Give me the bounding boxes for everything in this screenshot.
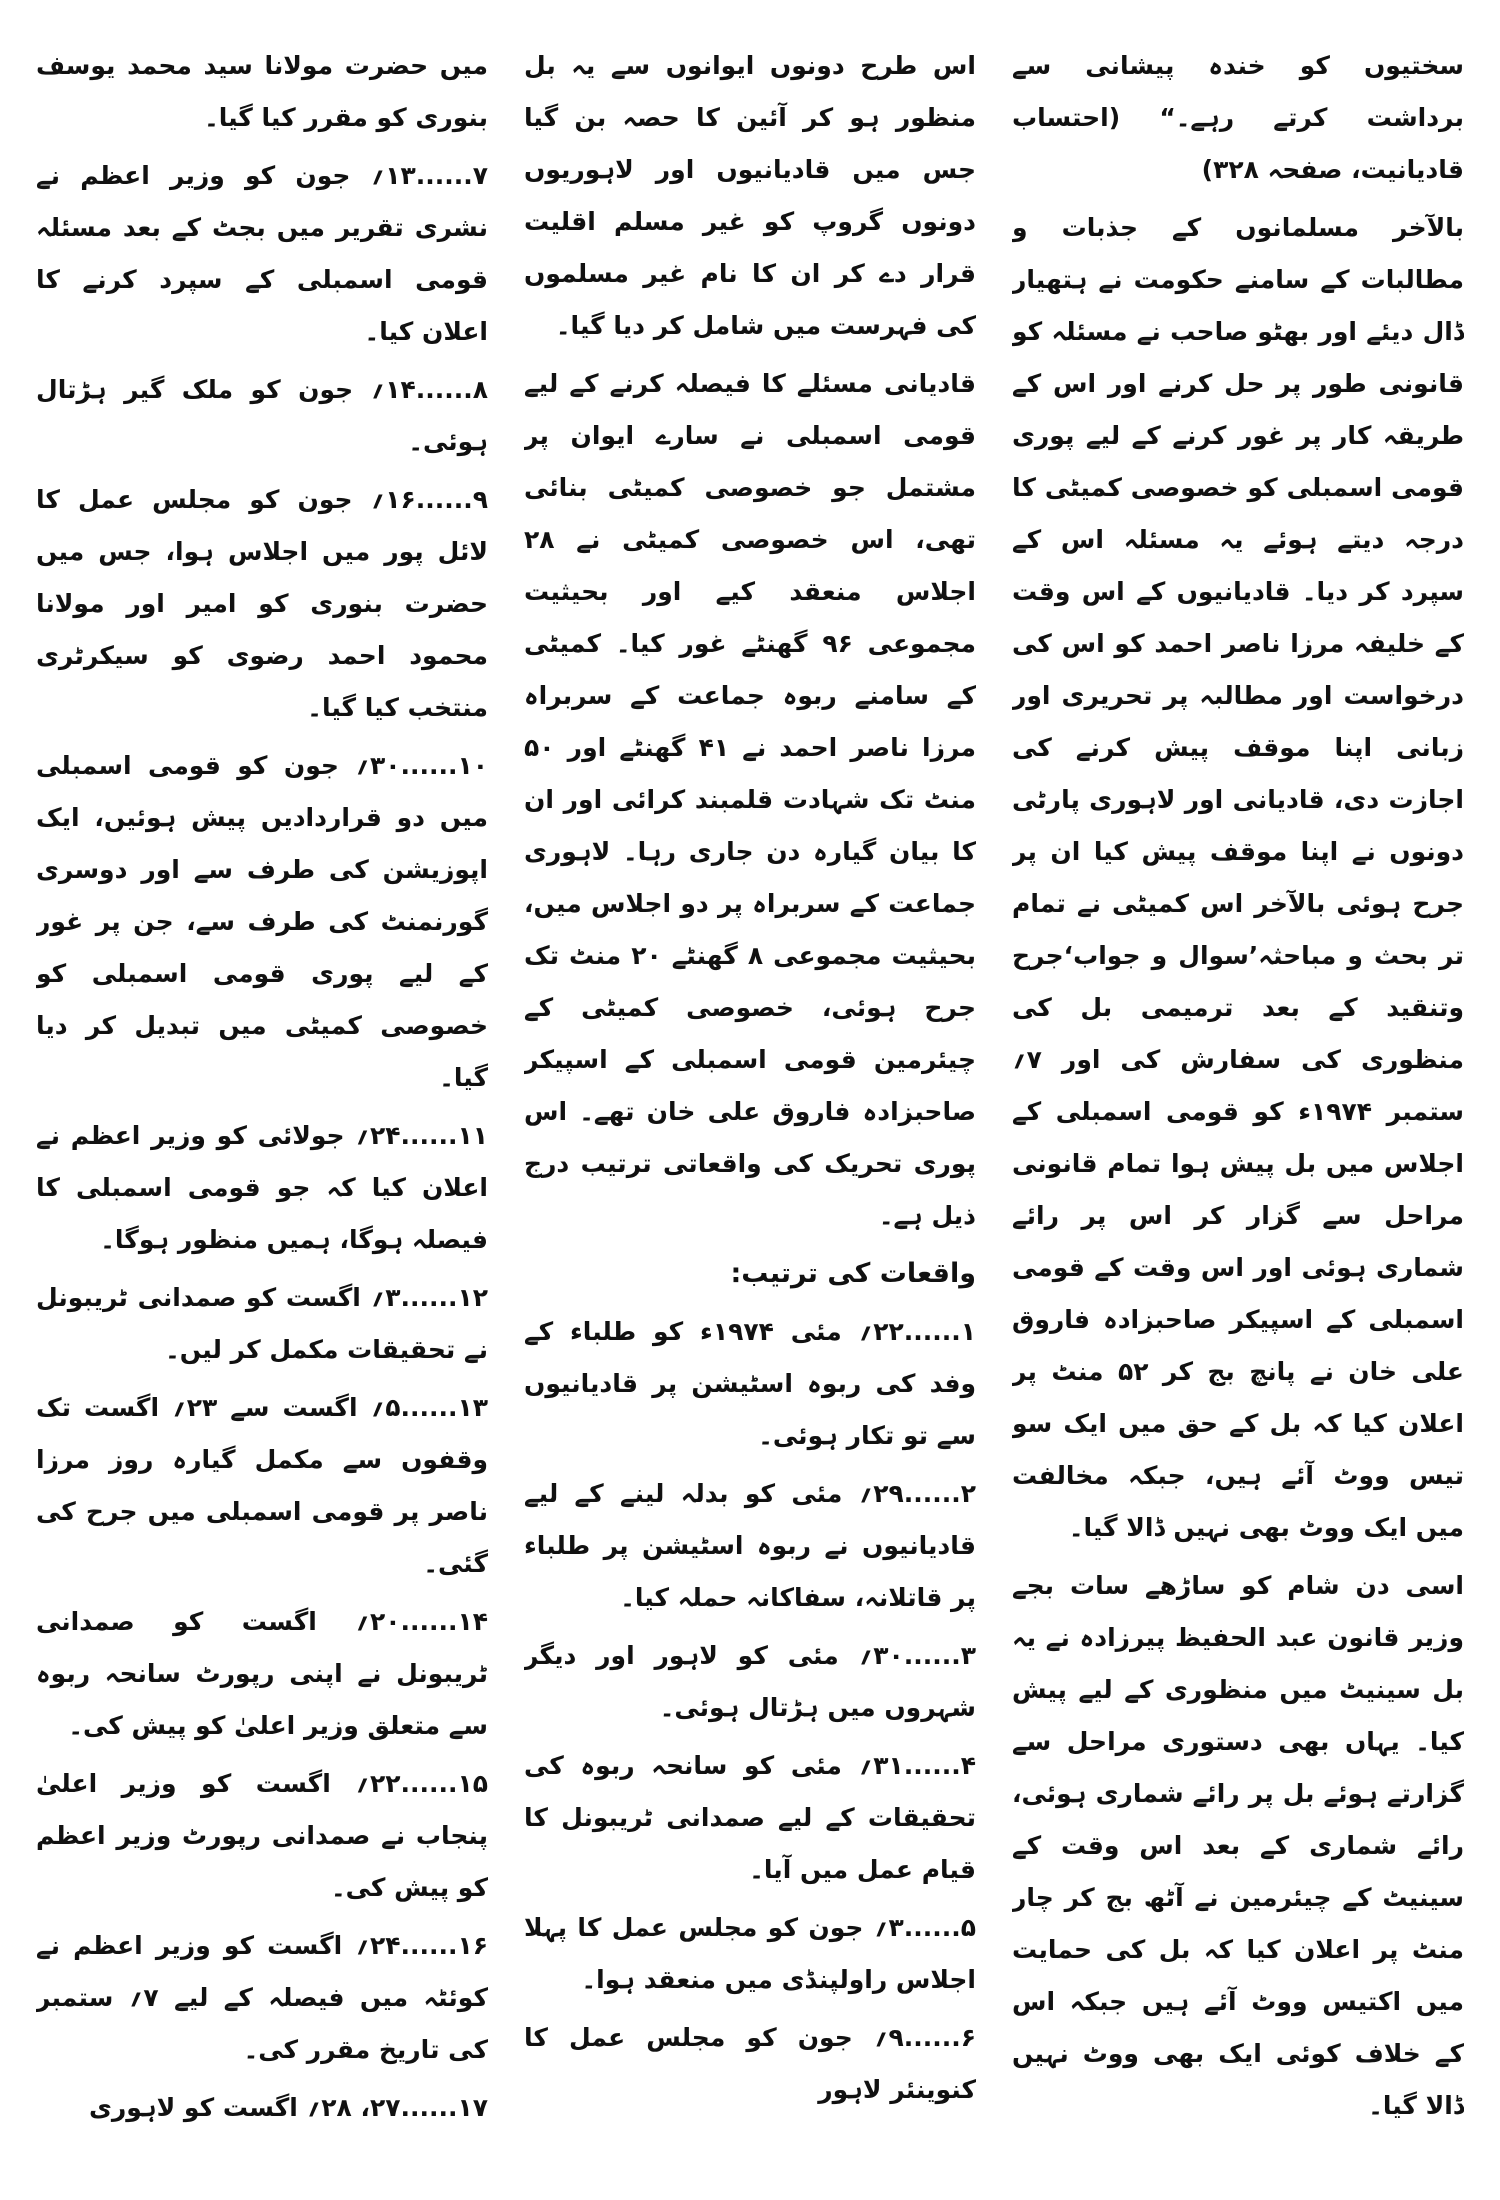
- event-item: ۱۳......۵؍ اگست سے ۲۳؍ اگست تک وقفوں سے مکمل گیارہ روز مرزا ناصر پر قومی اسمبلی میں جرح کی گئی۔: [36, 1393, 488, 1578]
- paragraph: اسی دن شام کو ساڑھے سات بجے وزیر قانون عبد الحفیظ پیرزادہ نے یہ بل سینیٹ میں منظوری کے لیے پیش کیا۔ یہاں بھی دستوری مراحل سے گزارتے ہوئے بل پر رائے شماری ہوئی، رائے شماری کے بعد اس وقت کے سینیٹ کے چیئرمین نے آٹھ بج کر چار منٹ پر اعلان کیا کہ بل کی حمایت میں اکتیس ووٹ آئے ہیں جبکہ اس کے خلاف کوئی ایک بھی ووٹ نہیں ڈالا گیا۔: [1012, 1571, 1464, 2120]
- event-item: ۱۱......۲۴؍ جولائی کو وزیر اعظم نے اعلان کیا کہ جو قومی اسمبلی کا فیصلہ ہوگا، ہمیں منظور ہوگا۔: [36, 1121, 488, 1254]
- text-column-left: [36, 40, 488, 2190]
- event-item: ۱۴......۲۰؍ اگست کو صمدانی ٹریبونل نے اپنی رپورٹ سانحہ ربوہ سے متعلق وزیر اعلیٰ کو پیش کی۔: [36, 1607, 488, 1740]
- section-heading: واقعات کی ترتیب:: [730, 1258, 976, 1289]
- event-item: ۵......۳؍ جون کو مجلس عمل کا پہلا اجلاس راولپنڈی میں منعقد ہوا۔: [524, 1913, 976, 1994]
- event-item: ۸......۱۴؍ جون کو ملک گیر ہڑتال ہوئی۔: [36, 375, 488, 456]
- event-item: ۳......۳۰؍ مئی کو لاہور اور دیگر شہروں میں ہڑتال ہوئی۔: [524, 1641, 976, 1722]
- event-item: ۱۵......۲۲؍ اگست کو وزیر اعلیٰ پنجاب نے صمدانی رپورٹ وزیر اعظم کو پیش کی۔: [36, 1769, 488, 1902]
- event-item: ۱۰......۳۰؍ جون کو قومی اسمبلی میں دو قراردادیں پیش ہوئیں، ایک اپوزیشن کی طرف سے اور دوسری گورنمنٹ کی طرف سے، جن پر غور کے لیے پوری قومی اسمبلی کو خصوصی کمیٹی میں تبدیل کر دیا گیا۔: [36, 751, 488, 1092]
- event-item: ۱......۲۲؍ مئی ۱۹۷۴ء کو طلباء کے وفد کی ربوہ اسٹیشن پر قادیانیوں سے تو تکار ہوئی۔: [524, 1317, 976, 1450]
- event-item: ۴......۳۱؍ مئی کو سانحہ ربوہ کی تحقیقات کے لیے صمدانی ٹریبونل کا قیام عمل میں آیا۔: [524, 1751, 976, 1884]
- paragraph: سختیوں کو خندہ پیشانی سے برداشت کرتے رہے۔“ (احتساب قادیانیت، صفحہ ۳۲۸): [1012, 51, 1464, 184]
- text-column-middle: [524, 40, 976, 2190]
- paragraph: میں حضرت مولانا سید محمد یوسف بنوری کو مقرر کیا گیا۔: [36, 51, 488, 132]
- paragraph: اس طرح دونوں ایوانوں سے یہ بل منظور ہو کر آئین کا حصہ بن گیا جس میں قادیانیوں اور لاہوریوں دونوں گروپ کو غیر مسلم اقلیت قرار دے کر ان کا نام غیر مسلموں کی فہرست میں شامل کر دیا گیا۔: [524, 51, 976, 340]
- event-item: ۶......۹؍ جون کو مجلس عمل کا کنوینئر لاہور: [524, 2023, 976, 2104]
- event-item: ۱۷......۲۷، ۲۸؍ اگست کو لاہوری: [88, 2093, 488, 2122]
- event-item: ۱۲......۳؍ اگست کو صمدانی ٹریبونل نے تحقیقات مکمل کر لیں۔: [36, 1283, 488, 1364]
- paragraph: قادیانی مسئلے کا فیصلہ کرنے کے لیے قومی اسمبلی نے سارے ایوان پر مشتمل جو خصوصی کمیٹی بنائی تھی، اس خصوصی کمیٹی نے ۲۸ اجلاس منعقد کیے اور بحیثیت مجموعی ۹۶ گھنٹے غور کیا۔ کمیٹی کے سامنے ربوہ جماعت کے سربراہ مرزا ناصر احمد نے ۴۱ گھنٹے اور ۵۰ منٹ تک شہادت قلمبند کرائی اور ان کا بیان گیارہ دن جاری رہا۔ لاہوری جماعت کے سربراہ پر دو اجلاس میں، بحیثیت مجموعی ۸ گھنٹے ۲۰ منٹ تک جرح ہوئی، خصوصی کمیٹی کے چیئرمین قومی اسمبلی کے اسپیکر صاحبزادہ فاروق علی خان تھے۔ اس پوری تحریک کی واقعاتی ترتیب درج ذیل ہے۔: [524, 369, 976, 1230]
- event-item: ۱۶......۲۴؍ اگست کو وزیر اعظم نے کوئٹہ میں فیصلہ کے لیے ۷؍ ستمبر کی تاریخ مقرر کی۔: [36, 1931, 488, 2064]
- event-item: ۷......۱۳؍ جون کو وزیر اعظم نے نشری تقریر میں بجٹ کے بعد مسئلہ قومی اسمبلی کے سپرد کرنے کا اعلان کیا۔: [36, 161, 488, 346]
- event-item: ۹......۱۶؍ جون کو مجلس عمل کا لائل پور میں اجلاس ہوا، جس میں حضرت بنوری کو امیر اور مولانا محمود احمد رضوی کو سیکرٹری منتخب کیا گیا۔: [36, 485, 488, 722]
- paragraph: بالآخر مسلمانوں کے جذبات و مطالبات کے سامنے حکومت نے ہتھیار ڈال دیئے اور بھٹو صاحب نے مسئلہ کو قانونی طور پر حل کرنے اور اس کے طریقہ کار پر غور کرنے کے لیے پوری قومی اسمبلی کو خصوصی کمیٹی کا درجہ دیتے ہوئے یہ مسئلہ اس کے سپرد کر دیا۔ قادیانیوں کے اس وقت کے خلیفہ مرزا ناصر احمد کو اس کی درخواست اور مطالبہ پر تحریری اور زبانی اپنا موقف پیش کرنے کی اجازت دی، قادیانی اور لاہوری پارٹی دونوں نے اپنا موقف پیش کیا ان پر جرح ہوئی بالآخر اس کمیٹی نے تمام تر بحث و مباحثہ’سوال و جواب‘جرح وتنقید کے بعد ترمیمی بل کی منظوری کی سفارش کی اور ۷؍ ستمبر ۱۹۷۴ء کو قومی اسمبلی کے اجلاس میں بل پیش ہوا تمام قانونی مراحل سے گزار کر اس پر رائے شماری ہوئی اور اس وقت کے قومی اسمبلی کے اسپیکر صاحبزادہ فاروق علی خان نے پانچ بج کر ۵۲ منٹ پر اعلان کیا کہ بل کے حق میں ایک سو تیس ووٹ آئے ہیں، جبکہ مخالفت میں ایک ووٹ بھی نہیں ڈالا گیا۔: [1012, 213, 1464, 1542]
- text-column-right: [1012, 40, 1464, 2190]
- event-item: ۲......۲۹؍ مئی کو بدلہ لینے کے لیے قادیانیوں نے ربوہ اسٹیشن پر طلباء پر قاتلانہ، سفاکانہ حملہ کیا۔: [524, 1479, 976, 1612]
